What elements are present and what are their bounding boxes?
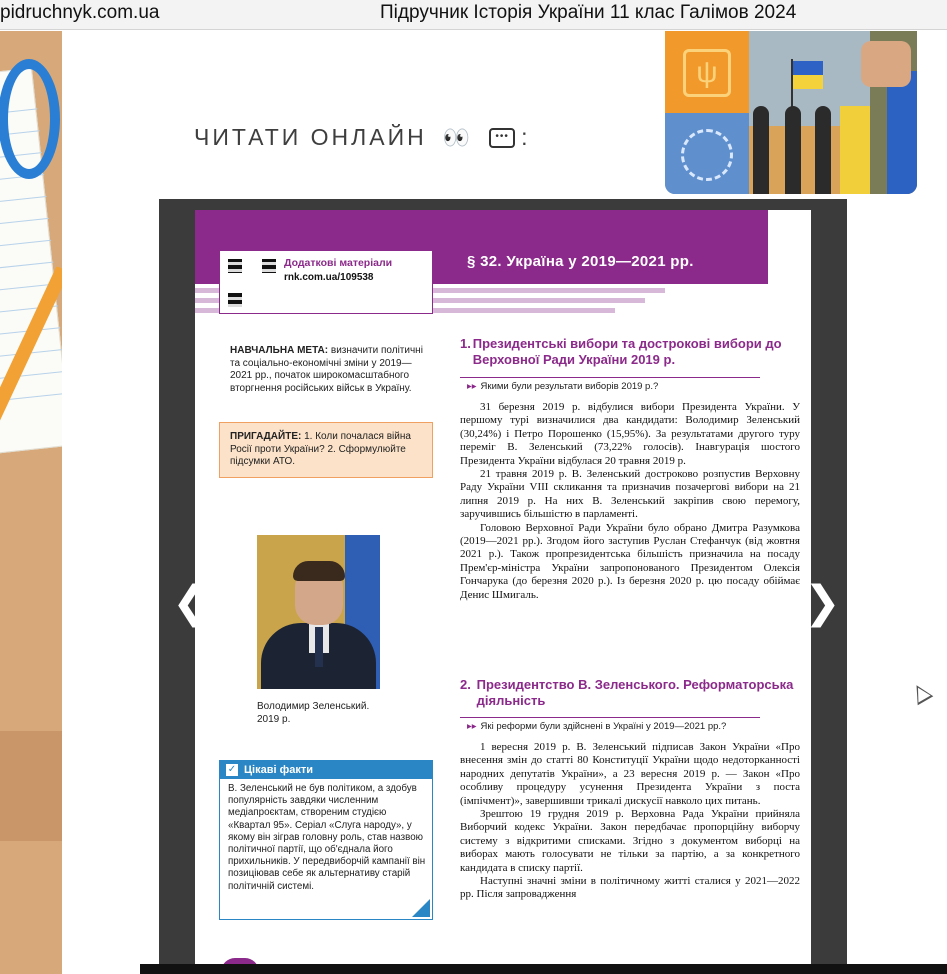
desk-plank — [0, 731, 62, 841]
divider — [460, 377, 760, 378]
remember-box — [219, 422, 433, 478]
remember-label: ПРИГАДАЙТЕ: — [230, 431, 302, 442]
book-viewer[interactable] — [159, 199, 847, 974]
soldier-silhouette — [815, 106, 831, 194]
interesting-facts-header — [220, 761, 432, 779]
interesting-facts-title: Цікаві факти — [244, 764, 313, 776]
divider — [460, 717, 760, 718]
remember-text: 1. Коли почалася війна Росії проти України? 2. Сформулюйте підсумки АТО. — [230, 431, 411, 467]
additional-materials-link[interactable]: rnk.com.ua/109538 — [284, 272, 374, 283]
decorative-desk-image — [0, 31, 62, 974]
section-2-question-text: Які реформи були здійснені в Україні у 2019—2021 рр.? — [480, 721, 727, 732]
section-2-number: 2. — [460, 677, 471, 692]
interesting-facts-text: В. Зеленський не був політиком, а здобув популярність завдяки численним медіапроєктам, створеним студією «Квартал 95». Серіал «Слуга народу», у якому він зіграв головну роль, став назвою політичної партії, що об'єднала його прихильників. У передвиборчій кампанії він позиціював себе як альтернативу старій політичній системі. — [228, 783, 426, 892]
question-arrow-icon: ▸▸ — [467, 721, 477, 732]
section-1-question — [467, 381, 658, 392]
eyes-icon: 👀 — [442, 124, 474, 150]
blue-ring-icon — [0, 59, 60, 179]
section-1-body — [460, 401, 800, 602]
section-2-paragraph: Зрештою 19 грудня 2019 р. Верховна Рада України прийняла Виборчий кодекс України. Закон передбачає пропорційну виборчу систему з відкритими списками. Згідно з документом виборці на виборах мають голосувати не тільки за партію, а за конкретного кандидата в списку партії. — [460, 808, 800, 874]
sunflower-icon — [681, 129, 733, 181]
raised-fist-image — [861, 41, 911, 87]
prev-page-button[interactable]: ❮ — [172, 578, 209, 627]
section-2-paragraph: 1 вересня 2019 р. В. Зеленський підписав Закон України «Про внесення змін до статті 80 Конституції України щодо недоторканності народних депутатів України», а 23 вересня 2019 р. — Закон «Про особливу процедуру усунення Президента України з поста (імпічмент)», завершивши трикалі дискусії навколо цих питань. — [460, 741, 800, 807]
read-online-colon: : — [521, 124, 531, 150]
section-2-question — [467, 721, 726, 732]
learning-goal-label: НАВЧАЛЬНА МЕТА: — [230, 345, 329, 356]
interesting-facts-box — [219, 760, 433, 920]
section-1-paragraph: 21 травня 2019 р. В. Зеленський достроково розпустив Верховну Раду України VIII скликання та призначив позачергові вибори на 21 липня 2019 р. На них В. Зеленський закріпив свою перемогу, заручившись більшістю в парламенті. — [460, 468, 800, 521]
mouse-cursor-icon — [909, 681, 934, 706]
section-1-heading — [460, 336, 800, 368]
page-title: Підручник Історія України 11 клас Галімов 2024 — [380, 2, 797, 23]
chat-icon: ••• — [489, 128, 515, 148]
question-arrow-icon: ▸▸ — [467, 381, 477, 392]
zelensky-portrait — [257, 535, 380, 689]
book-page — [195, 210, 811, 974]
section-1-number: 1. — [460, 336, 471, 351]
additional-materials-title: Додаткові матеріали — [284, 257, 393, 269]
ukrainian-flag-icon — [793, 61, 823, 75]
section-2-title: Президентство В. Зеленського. Реформаторська діяльність — [476, 677, 794, 708]
section-1-question-text: Якими були результати виборів 2019 р.? — [480, 381, 659, 392]
learning-goal-text: визначити політичні та соціально-економічні зміни у 2019—2021 рр., початок широкомасштабного вторгнення російських військ в Україну. — [230, 345, 423, 394]
photo-caption: Володимир Зеленський. 2019 р. — [257, 701, 370, 725]
site-name[interactable]: pidruchnyk.com.ua — [0, 2, 160, 23]
next-page-button[interactable]: ❯ — [804, 578, 841, 627]
additional-materials-box[interactable] — [219, 250, 433, 314]
read-online-heading — [194, 124, 531, 151]
book-cover-image[interactable] — [665, 31, 917, 194]
learning-goal — [230, 345, 430, 395]
corner-fold-icon — [412, 899, 430, 917]
checkbox-icon: ✓ — [227, 764, 237, 775]
top-bar — [0, 0, 947, 30]
soldier-silhouette — [785, 106, 801, 194]
read-online-label: ЧИТАТИ ОНЛАЙН — [194, 124, 427, 150]
section-2-heading — [460, 677, 800, 709]
section-1-paragraph: Головою Верховної Ради України було обрано Дмитра Разумкова (2019—2021 рр.). Згодом його заступив Руслан Стефанчук (від жовтня 2021 р.). Також пропрезидентська більшість призначила на посаду Прем'єр-міністра України запропонованого Президентом Олексія Гончарука (до березня 2020 р.). Із березня 2020 р. цю посаду обіймає Денис Шмигаль. — [460, 521, 800, 601]
section-1-paragraph: 31 березня 2019 р. відбулися вибори Президента України. У першому турі визначилися два кандидати: Володимир Зеленський (30,24%) і Петро Порошенко (15,95%). За результатами другого туру переміг В. Зеленський (73,22% голосів). Інавгурація шостого Президента України відбулася 20 травня 2019 р. — [460, 401, 800, 467]
section-2-paragraph: Наступні значні зміни в політичному житті сталися у 2021—2022 рр. Після запровадження — [460, 875, 800, 901]
soldier-silhouette — [753, 106, 769, 194]
trident-icon: ψ — [683, 49, 731, 97]
bottom-strip — [140, 964, 947, 974]
paragraph-title: § 32. Україна у 2019—2021 рр. — [467, 253, 694, 270]
section-1-title: Президентські вибори та дострокові вибори до Верховної Ради України 2019 р. — [472, 336, 782, 367]
section-2-body — [460, 741, 800, 902]
